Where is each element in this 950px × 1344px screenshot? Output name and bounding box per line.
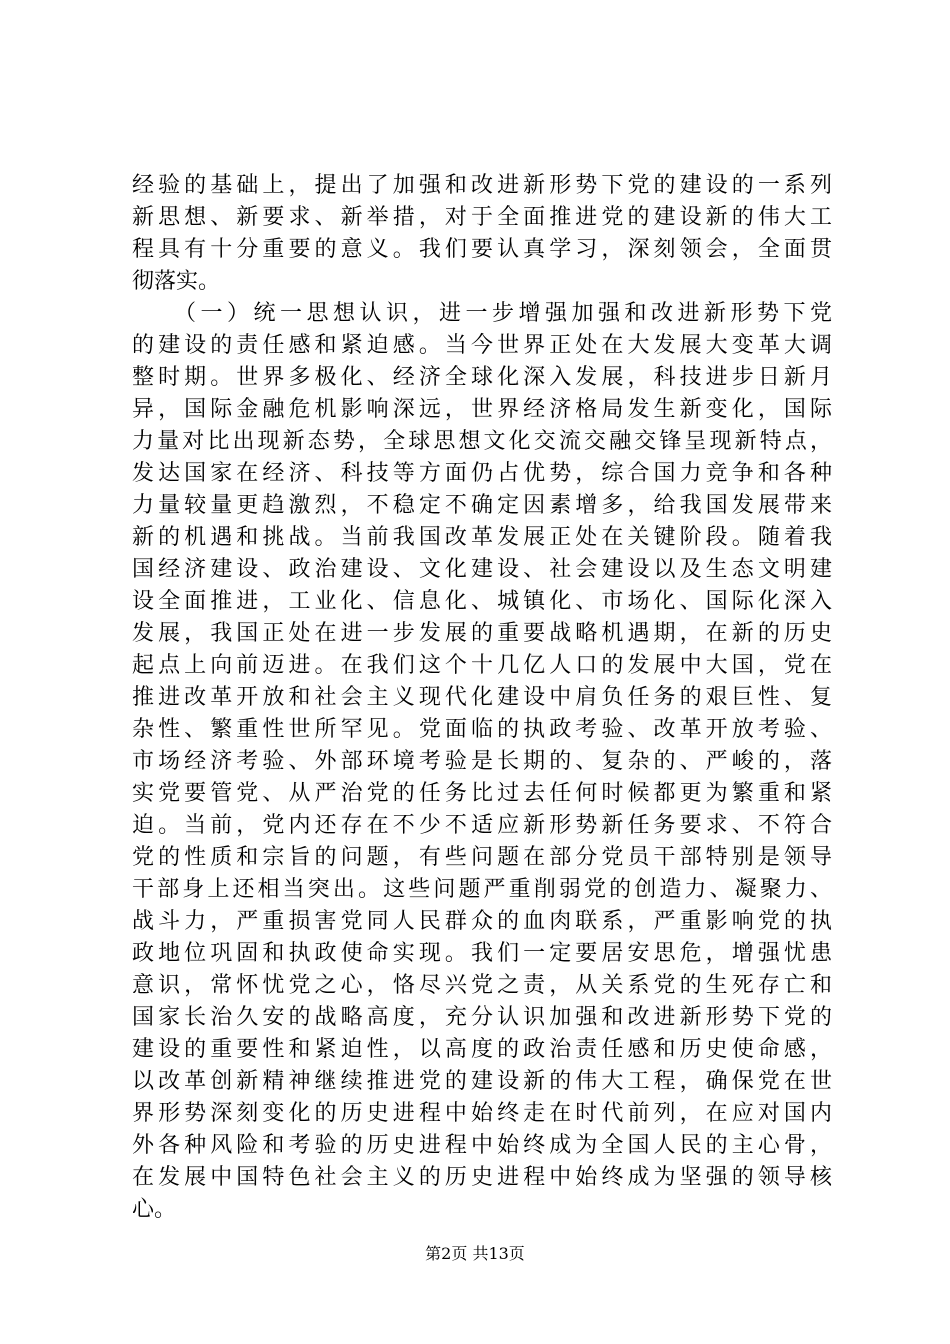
text-line: 界形势深刻变化的历史进程中始终走在时代前列，在应对国内 [132, 1101, 832, 1126]
text-line: 党的性质和宗旨的问题，有些问题在部分党员干部特别是领导 [132, 845, 832, 870]
text-line: 推进改革开放和社会主义现代化建设中肩负任务的艰巨性、复 [132, 685, 832, 710]
text-line: 力量对比出现新态势，全球思想文化交流交融交锋呈现新特点， [132, 429, 832, 454]
text-line: 意识，常怀忧党之心，恪尽兴党之责，从关系党的生死存亡和 [132, 973, 832, 998]
text-line: 国家长治久安的战略高度，充分认识加强和改进新形势下党的 [132, 1005, 832, 1030]
text-line: 程具有十分重要的意义。我们要认真学习，深刻领会，全面贯 [132, 237, 832, 262]
document-body [132, 170, 832, 1226]
page-footer: 第2页 共13页 [425, 1244, 525, 1263]
text-line: 建设的重要性和紧迫性，以高度的政治责任感和历史使命感， [132, 1037, 832, 1062]
text-line: 新思想、新要求、新举措，对于全面推进党的建设新的伟大工 [132, 205, 832, 230]
text-line: 的建设的责任感和紧迫感。当今世界正处在大发展大变革大调 [132, 333, 832, 358]
text-line: 彻落实。 [132, 269, 221, 294]
text-line: 国经济建设、政治建设、文化建设、社会建设以及生态文明建 [132, 557, 832, 582]
text-line: 迫。当前，党内还存在不少不适应新形势新任务要求、不符合 [132, 813, 832, 838]
text-line: 起点上向前迈进。在我们这个十几亿人口的发展中大国，党在 [132, 653, 832, 678]
text-line: 经验的基础上，提出了加强和改进新形势下党的建设的一系列 [132, 173, 832, 198]
text-line: 新的机遇和挑战。当前我国改革发展正处在关键阶段。随着我 [132, 525, 832, 550]
text-line: 力量较量更趋激烈，不稳定不确定因素增多，给我国发展带来 [132, 493, 832, 518]
text-line: 整时期。世界多极化、经济全球化深入发展，科技进步日新月 [132, 365, 832, 390]
text-line: 实党要管党、从严治党的任务比过去任何时候都更为繁重和紧 [132, 781, 832, 806]
text-line: 政地位巩固和执政使命实现。我们一定要居安思危，增强忧患 [132, 941, 832, 966]
text-line: 心。 [132, 1197, 177, 1222]
text-line: 杂性、繁重性世所罕见。党面临的执政考验、改革开放考验、 [132, 717, 832, 742]
text-line: 市场经济考验、外部环境考验是长期的、复杂的、严峻的，落 [132, 749, 832, 774]
text-line: 设全面推进，工业化、信息化、城镇化、市场化、国际化深入 [132, 589, 832, 614]
text-line: 以改革创新精神继续推进党的建设新的伟大工程，确保党在世 [132, 1069, 832, 1094]
text-line: 战斗力，严重损害党同人民群众的血肉联系，严重影响党的执 [132, 909, 832, 934]
text-line: 外各种风险和考验的历史进程中始终成为全国人民的主心骨， [132, 1133, 832, 1158]
text-line: （一）统一思想认识，进一步增强加强和改进新形势下党 [132, 301, 832, 326]
text-line: 干部身上还相当突出。这些问题严重削弱党的创造力、凝聚力、 [132, 877, 832, 902]
text-line: 发达国家在经济、科技等方面仍占优势，综合国力竞争和各种 [132, 461, 832, 486]
text-line: 发展，我国正处在进一步发展的重要战略机遇期，在新的历史 [132, 621, 832, 646]
text-line: 在发展中国特色社会主义的历史进程中始终成为坚强的领导核 [132, 1165, 832, 1190]
text-line: 异，国际金融危机影响深远，世界经济格局发生新变化，国际 [132, 397, 832, 422]
